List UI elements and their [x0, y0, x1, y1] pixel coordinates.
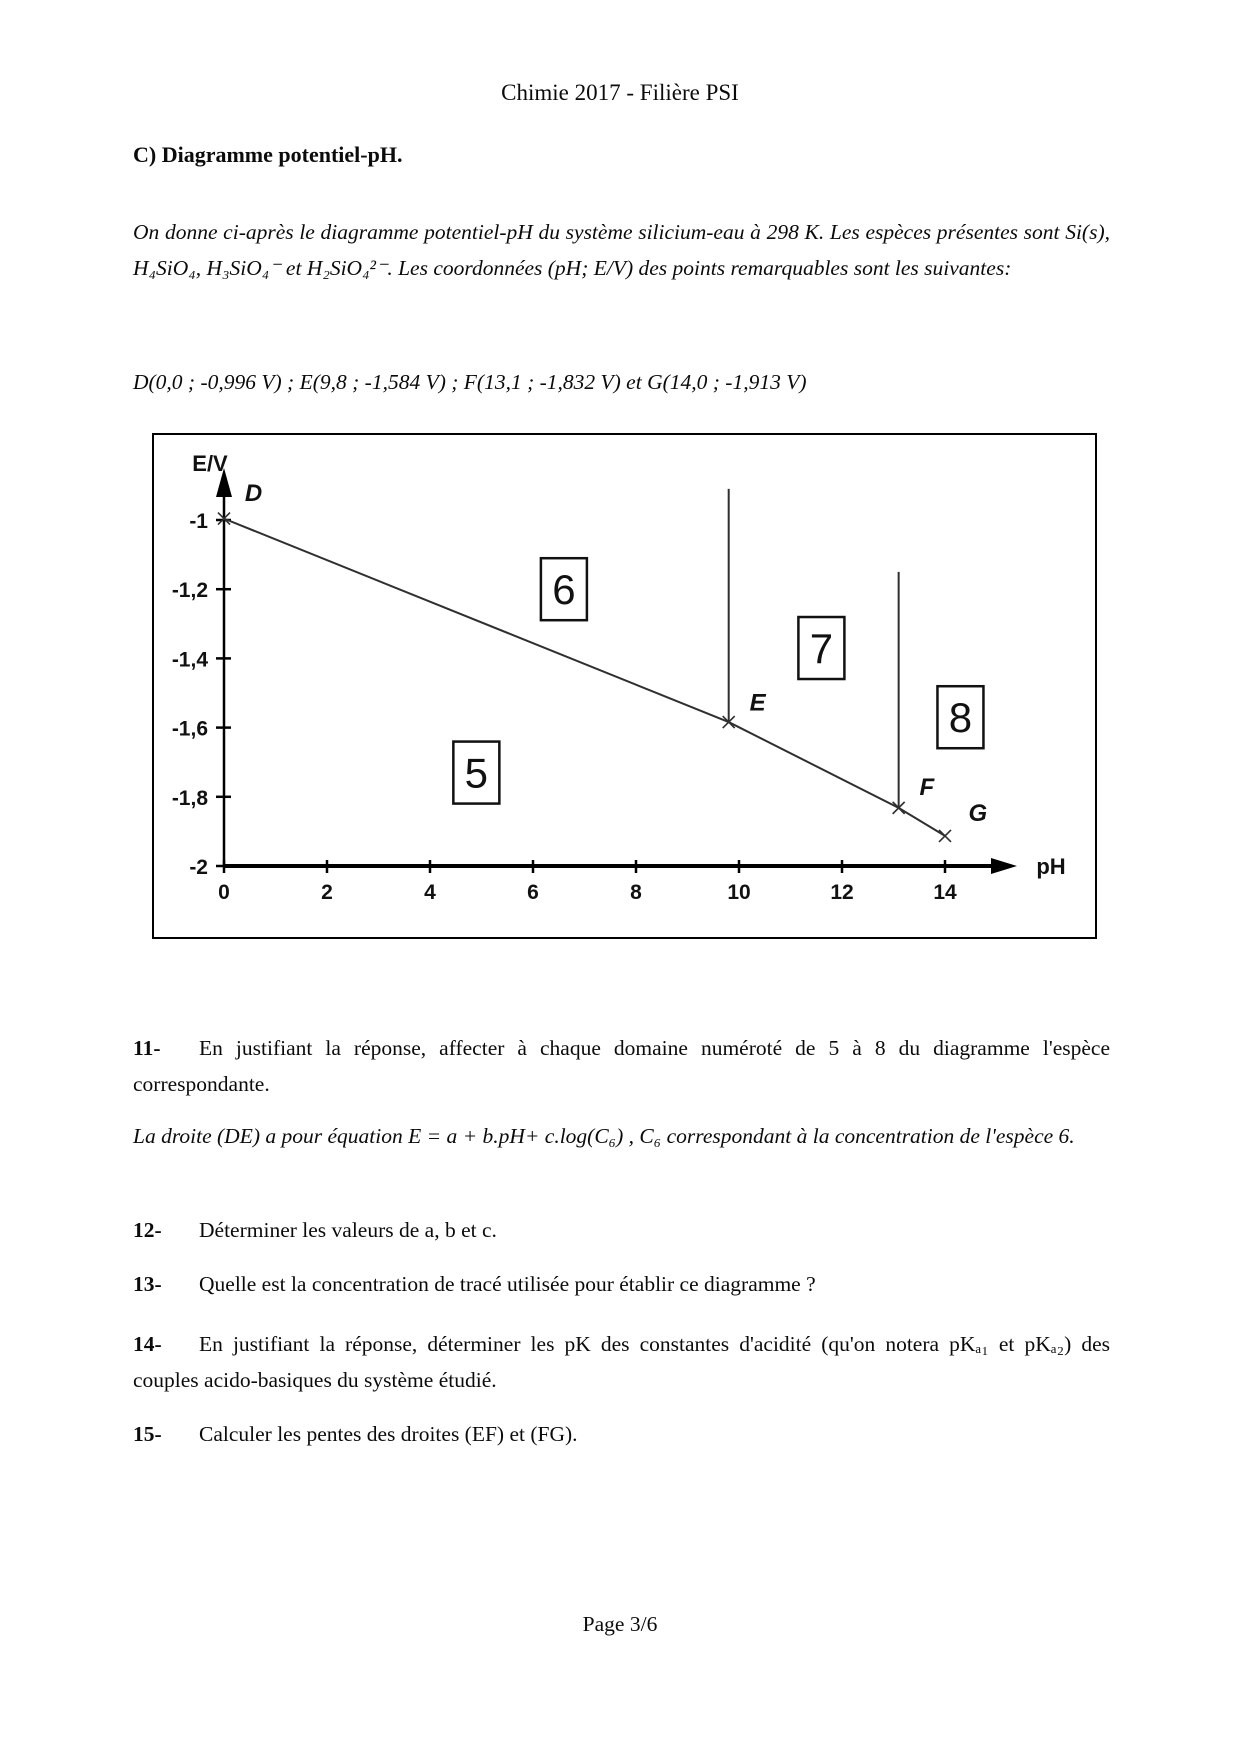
page-number: Page 3/6	[582, 1612, 658, 1636]
y-axis-tick-label: -1,8	[171, 786, 208, 810]
question-12	[133, 1212, 1110, 1248]
equation-note: La droite (DE) a pour équation E = a + b.pH+ c.log(C₆) , C₆ correspondant à la concentration de l'espèce 6.	[133, 1123, 1075, 1148]
x-axis-tick-label: 4	[424, 881, 436, 904]
x-axis-tick-label: 6	[527, 881, 539, 904]
question-14-number: 14-	[133, 1331, 162, 1356]
x-axis-tick-label: 14	[933, 881, 957, 904]
y-axis-title: E/V	[192, 451, 228, 476]
x-axis-tick-label: 2	[321, 881, 333, 904]
x-axis-title: pH	[1036, 854, 1066, 879]
section-heading: C) Diagramme potentiel-pH.	[133, 142, 403, 167]
question-11-number: 11-	[133, 1035, 161, 1060]
question-11-text: En justifiant la réponse, affecter à chaque domaine numéroté de 5 à 8 du diagramme l'espèce correspondante.	[133, 1035, 1110, 1096]
question-12-text: Déterminer les valeurs de a, b et c.	[199, 1217, 497, 1242]
y-axis-tick-label: -1,4	[171, 648, 208, 672]
potential-ph-figure	[152, 433, 1097, 939]
page-title: Chimie 2017 - Filière PSI	[501, 80, 739, 105]
point-label-F: F	[919, 774, 935, 802]
y-axis-tick-label: -2	[189, 856, 208, 879]
question-15	[133, 1416, 1110, 1452]
question-15-number: 15-	[133, 1421, 162, 1446]
intro-paragraph: On donne ci-après le diagramme potentiel-pH du système silicium-eau à 298 K. Les espèces présentes sont Si(s), H₄SiO₄, H₃SiO₄⁻ et H₂SiO₄²⁻. Les coordonnées (pH; E/V) des points remarquables sont les suivantes:	[133, 219, 1110, 280]
question-13	[133, 1266, 1110, 1302]
question-15-text: Calculer les pentes des droites (EF) et (FG).	[199, 1421, 578, 1446]
region-label-6: 6	[552, 566, 576, 614]
point-label-E: E	[749, 689, 766, 717]
coordinates-line: D(0,0 ; -0,996 V) ; E(9,8 ; -1,584 V) ; F(13,1 ; -1,832 V) et G(14,0 ; -1,913 V)	[133, 369, 807, 394]
question-12-number: 12-	[133, 1217, 162, 1242]
region-label-5: 5	[464, 749, 489, 797]
question-13-number: 13-	[133, 1271, 162, 1296]
potential-ph-diagram	[154, 435, 1095, 937]
region-label-8: 8	[948, 694, 973, 742]
region-label-7: 7	[809, 625, 834, 673]
y-axis-tick-label: -1,2	[171, 579, 208, 603]
question-11	[133, 1030, 1110, 1102]
x-axis-tick-label: 0	[218, 881, 230, 904]
x-axis-tick-label: 10	[727, 881, 751, 904]
point-label-D: D	[244, 479, 263, 507]
x-axis-tick-label: 8	[630, 881, 642, 904]
x-axis-arrow-icon	[991, 858, 1017, 874]
question-14-text: En justifiant la réponse, déterminer les pK des constantes d'acidité (qu'on notera pKₐ₁ et pKₐ₂) des couples acido-basiques du système étudié.	[133, 1331, 1110, 1392]
x-axis-tick-label: 12	[830, 881, 854, 904]
question-13-text: Quelle est la concentration de tracé utilisée pour établir ce diagramme ?	[199, 1271, 816, 1296]
question-14	[133, 1326, 1110, 1398]
point-label-G: G	[968, 800, 988, 828]
y-axis-tick-label: -1,6	[171, 717, 208, 741]
y-axis-tick-label: -1	[189, 510, 208, 533]
